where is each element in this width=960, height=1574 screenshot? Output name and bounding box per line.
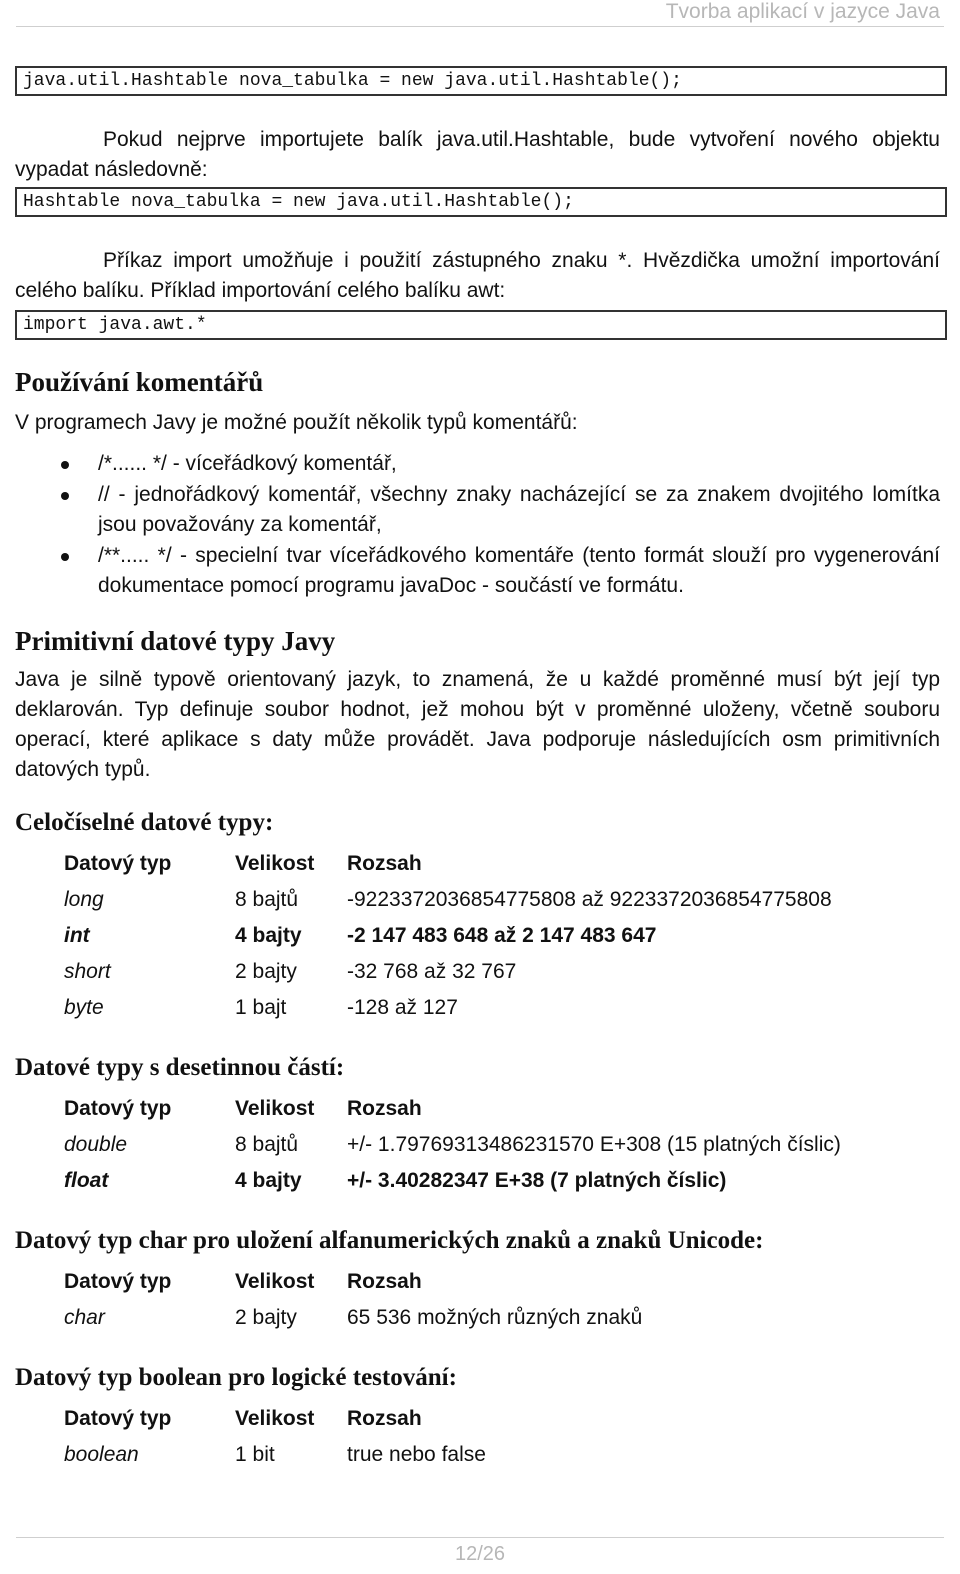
table-row: [64, 924, 944, 960]
cell-size: 1 bit: [235, 1443, 275, 1466]
cell-size: 2 bajty: [235, 1306, 297, 1329]
column-header-range: Rozsah: [347, 1270, 422, 1293]
cell-range: 65 536 možných různých znaků: [347, 1306, 643, 1329]
column-header-range: Rozsah: [347, 1097, 422, 1120]
heading-primitive-types: Primitivní datové typy Javy: [15, 626, 336, 656]
cell-range: +/- 1.79769313486231570 E+308 (15 platných číslic): [347, 1133, 841, 1156]
heading-comments: Používání komentářů: [15, 367, 264, 397]
column-header-range: Rozsah: [347, 852, 422, 875]
heading-decimal-types: Datové typy s desetinnou částí:: [15, 1054, 345, 1081]
table-row: [64, 1306, 944, 1342]
column-header-type: Datový typ: [64, 1270, 172, 1293]
page-number: 12/26: [454, 1543, 506, 1565]
comment-type-multiline: /*...... */ - víceřádkový komentář,: [98, 452, 397, 475]
cell-type: byte: [64, 996, 104, 1019]
comments-intro: V programech Javy je možné použít několik typů komentářů:: [15, 411, 578, 434]
cell-size: 8 bajtů: [235, 888, 299, 911]
table-header-row: [64, 1097, 944, 1133]
cell-range: -2 147 483 648 až 2 147 483 647: [347, 924, 657, 947]
paragraph-import-hashtable: Pokud nejprve importujete balík java.util.Hashtable, bude vytvoření nového objektu vypadat následovně:: [15, 128, 940, 181]
column-header-type: Datový typ: [64, 1407, 172, 1430]
cell-type: long: [64, 888, 104, 911]
comment-type-javadoc: /**..... */ - specielní tvar víceřádkového komentáře (tento formát slouží pro vygenerování dokumentace pomocí programu javaDoc - součástí ve formátu.: [98, 544, 940, 597]
table-row: [64, 1443, 944, 1479]
table-header-row: [64, 1270, 944, 1306]
cell-size: 4 bajty: [235, 924, 302, 947]
table-header-row: [64, 852, 944, 888]
heading-integer-types: Celočíselné datové typy:: [15, 809, 274, 836]
bullet-dot: [61, 553, 69, 561]
code-block-hashtable-full: java.util.Hashtable nova_tabulka = new java.util.Hashtable();: [15, 66, 947, 96]
cell-size: 4 bajty: [235, 1169, 302, 1192]
column-header-size: Velikost: [235, 852, 315, 875]
column-header-size: Velikost: [235, 1270, 315, 1293]
heading-char-type: Datový typ char pro uložení alfanumerických znaků a znaků Unicode:: [15, 1227, 764, 1254]
column-header-type: Datový typ: [64, 1097, 172, 1120]
column-header-size: Velikost: [235, 1407, 315, 1430]
cell-type: int: [64, 924, 90, 947]
footer-divider: [16, 1537, 944, 1538]
column-header-range: Rozsah: [347, 1407, 422, 1430]
table-row: [64, 1169, 944, 1205]
code-block-import-awt: import java.awt.*: [15, 310, 947, 340]
column-header-size: Velikost: [235, 1097, 315, 1120]
column-header-type: Datový typ: [64, 852, 172, 875]
cell-range: -128 až 127: [347, 996, 458, 1019]
table-row: [64, 888, 944, 924]
cell-type: short: [64, 960, 111, 983]
paragraph-primitive-types: Java je silně typově orientovaný jazyk, to znamená, že u každé proměnné musí být její typ deklarován. Typ definuje soubor hodnot, jež mohou být v proměnné uloženy, včetně souboru operací, které aplikace s daty může provádět. Java podporuje následujících osm primitivních datových typů.: [15, 668, 940, 781]
heading-boolean-type: Datový typ boolean pro logické testování:: [15, 1364, 457, 1391]
table-header-row: [64, 1407, 944, 1443]
paragraph-wildcard-import: Příkaz import umožňuje i použití zástupného znaku *. Hvězdička umožní importování celého balíku. Příklad importování celého balíku awt:: [15, 249, 940, 302]
cell-range: +/- 3.40282347 E+38 (7 platných číslic): [347, 1169, 727, 1192]
cell-range: -32 768 až 32 767: [347, 960, 517, 983]
cell-range: -9223372036854775808 až 9223372036854775808: [347, 888, 832, 911]
table-row: [64, 1133, 944, 1169]
cell-type: boolean: [64, 1443, 139, 1466]
cell-size: 1 bajt: [235, 996, 287, 1019]
cell-range: true nebo false: [347, 1443, 486, 1466]
comment-type-singleline: // - jednořádkový komentář, všechny znaky nacházející se za znakem dvojitého lomítka jsou považovány za komentář,: [98, 483, 940, 536]
cell-size: 2 bajty: [235, 960, 297, 983]
table-row: [64, 960, 944, 996]
code-block-hashtable-short: Hashtable nova_tabulka = new java.util.Hashtable();: [15, 187, 947, 217]
cell-type: char: [64, 1306, 105, 1329]
cell-type: float: [64, 1169, 109, 1192]
table-row: [64, 996, 944, 1032]
running-header: Tvorba aplikací v jazyce Java: [665, 0, 940, 23]
cell-size: 8 bajtů: [235, 1133, 299, 1156]
bullet-dot: [61, 492, 69, 500]
bullet-dot: [61, 461, 69, 469]
cell-type: double: [64, 1133, 128, 1156]
header-divider: [16, 26, 944, 27]
